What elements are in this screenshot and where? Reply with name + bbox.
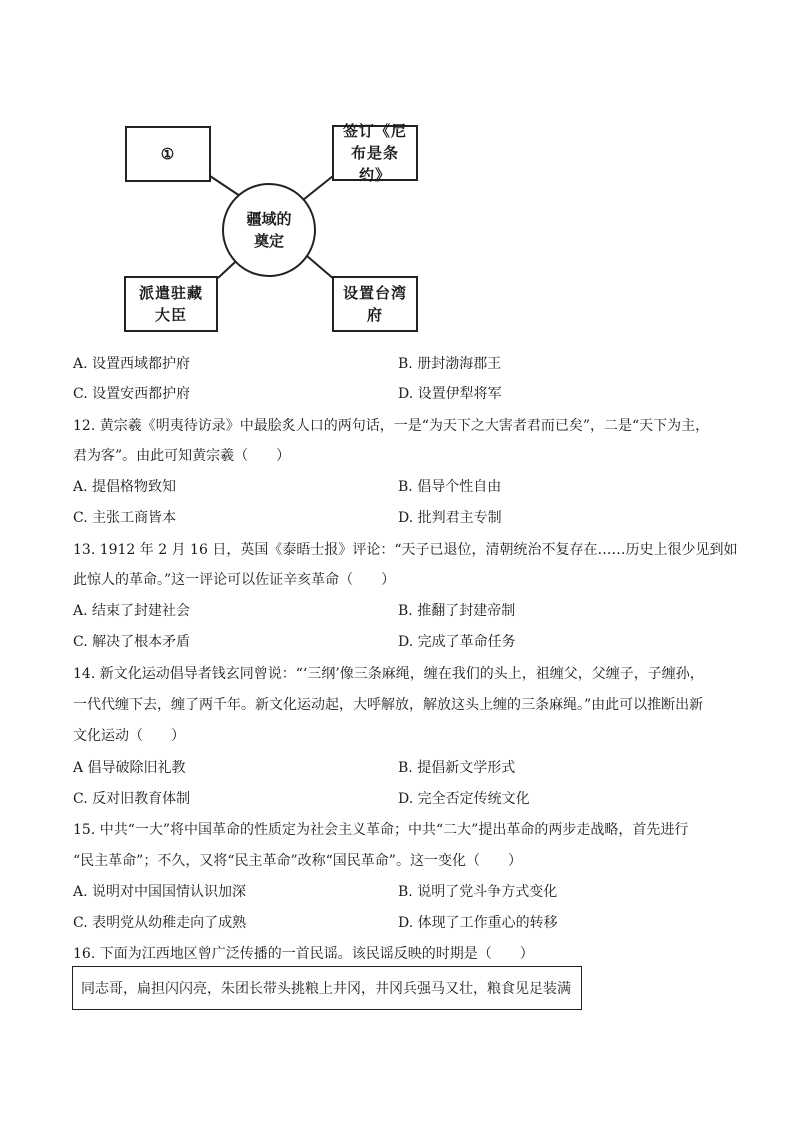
q14-stem-line2: 一代代缠下去，缠了两千年。新文化运动起，大呼解放，解放这头上缠的三条麻绳。”由此可以推断出新 [73,697,704,713]
connector-top-right [303,176,333,200]
q14-option-d: D. 完全否定传统文化 [398,791,530,807]
q15-stem-line2: “民主革命”；不久，又将“民主革命”改称“国民革命”。这一变化（ ） [73,853,522,869]
q12-stem-line2: 君为客”。由此可知黄宗羲（ ） [73,448,291,464]
q14-option-a: A 倡导破除旧礼教 [73,760,186,776]
q14-stem-line1: 14. 新文化运动倡导者钱玄同曾说：“‘三纲’像三条麻绳，缠在我们的头上，祖缠父，父缠子，子缠孙， [73,666,704,682]
q15-option-d: D. 体现了工作重心的转移 [398,915,558,931]
q15-option-a: A. 说明对中国国情认识加深 [73,884,247,900]
q11-option-c: C. 设置安西都护府 [73,386,191,402]
q16-folk-song-text: 同志哥，扁担闪闪亮，朱团长带头挑粮上井冈，井冈兵强马又壮，粮食见足装满 [81,981,571,997]
q12-option-b: B. 倡导个性自由 [398,479,502,495]
q15-option-b: B. 说明了党斗争方式变化 [398,884,558,900]
q14-option-b: B. 提倡新文学形式 [398,760,516,776]
q11-option-b: B. 册封渤海郡王 [398,356,502,372]
diagram-box-top-right: 签订《尼布是条约》 [332,125,418,181]
diagram-box-bottom-left: 派遣驻藏大臣 [124,276,218,332]
q13-option-d: D. 完成了革命任务 [398,634,516,650]
q15-stem-line1: 15. 中共“一大”将中国革命的性质定为社会主义革命；中共“二大”提出革命的两步走战略，首先进行 [73,822,689,838]
q16-folk-song-box [72,966,582,1010]
q13-stem-line2: 此惊人的革命。”这一评论可以佐证辛亥革命（ ） [73,572,396,588]
diagram-center-circle: 疆域的奠定 [222,183,316,277]
q13-stem-line1: 13. 1912 年 2 月 16 日，英国《泰晤士报》评论：“天子已退位，清朝统治不复存在……历史上很少见到如 [73,542,738,558]
diagram-box-bottom-right: 设置台湾府 [332,276,418,332]
q13-option-b: B. 推翻了封建帝制 [398,603,516,619]
q15-option-c: C. 表明党从幼稚走向了成熟 [73,915,247,931]
diagram-box-top-left: ① [125,126,211,182]
q11-option-a: A. 设置西域都护府 [73,356,191,372]
q16-stem-line1: 16. 下面为江西地区曾广泛传播的一首民谣。该民谣反映的时期是（ ） [73,946,534,962]
territory-diagram [0,0,794,340]
q13-option-c: C. 解决了根本矛盾 [73,634,191,650]
q13-option-a: A. 结束了封建社会 [73,603,191,619]
q12-option-d: D. 批判君主专制 [398,510,502,526]
q12-option-c: C. 主张工商皆本 [73,510,177,526]
q12-option-a: A. 提倡格物致知 [73,479,177,495]
q14-stem-line3: 文化运动（ ） [73,728,185,744]
q12-stem-line1: 12. 黄宗羲《明夷待访录》中最脍炙人口的两句话，一是“为天下之大害者君而已矣”，二是“天下为主， [73,418,710,434]
q11-option-d: D. 设置伊犁将军 [398,386,502,402]
q14-option-c: C. 反对旧教育体制 [73,791,191,807]
